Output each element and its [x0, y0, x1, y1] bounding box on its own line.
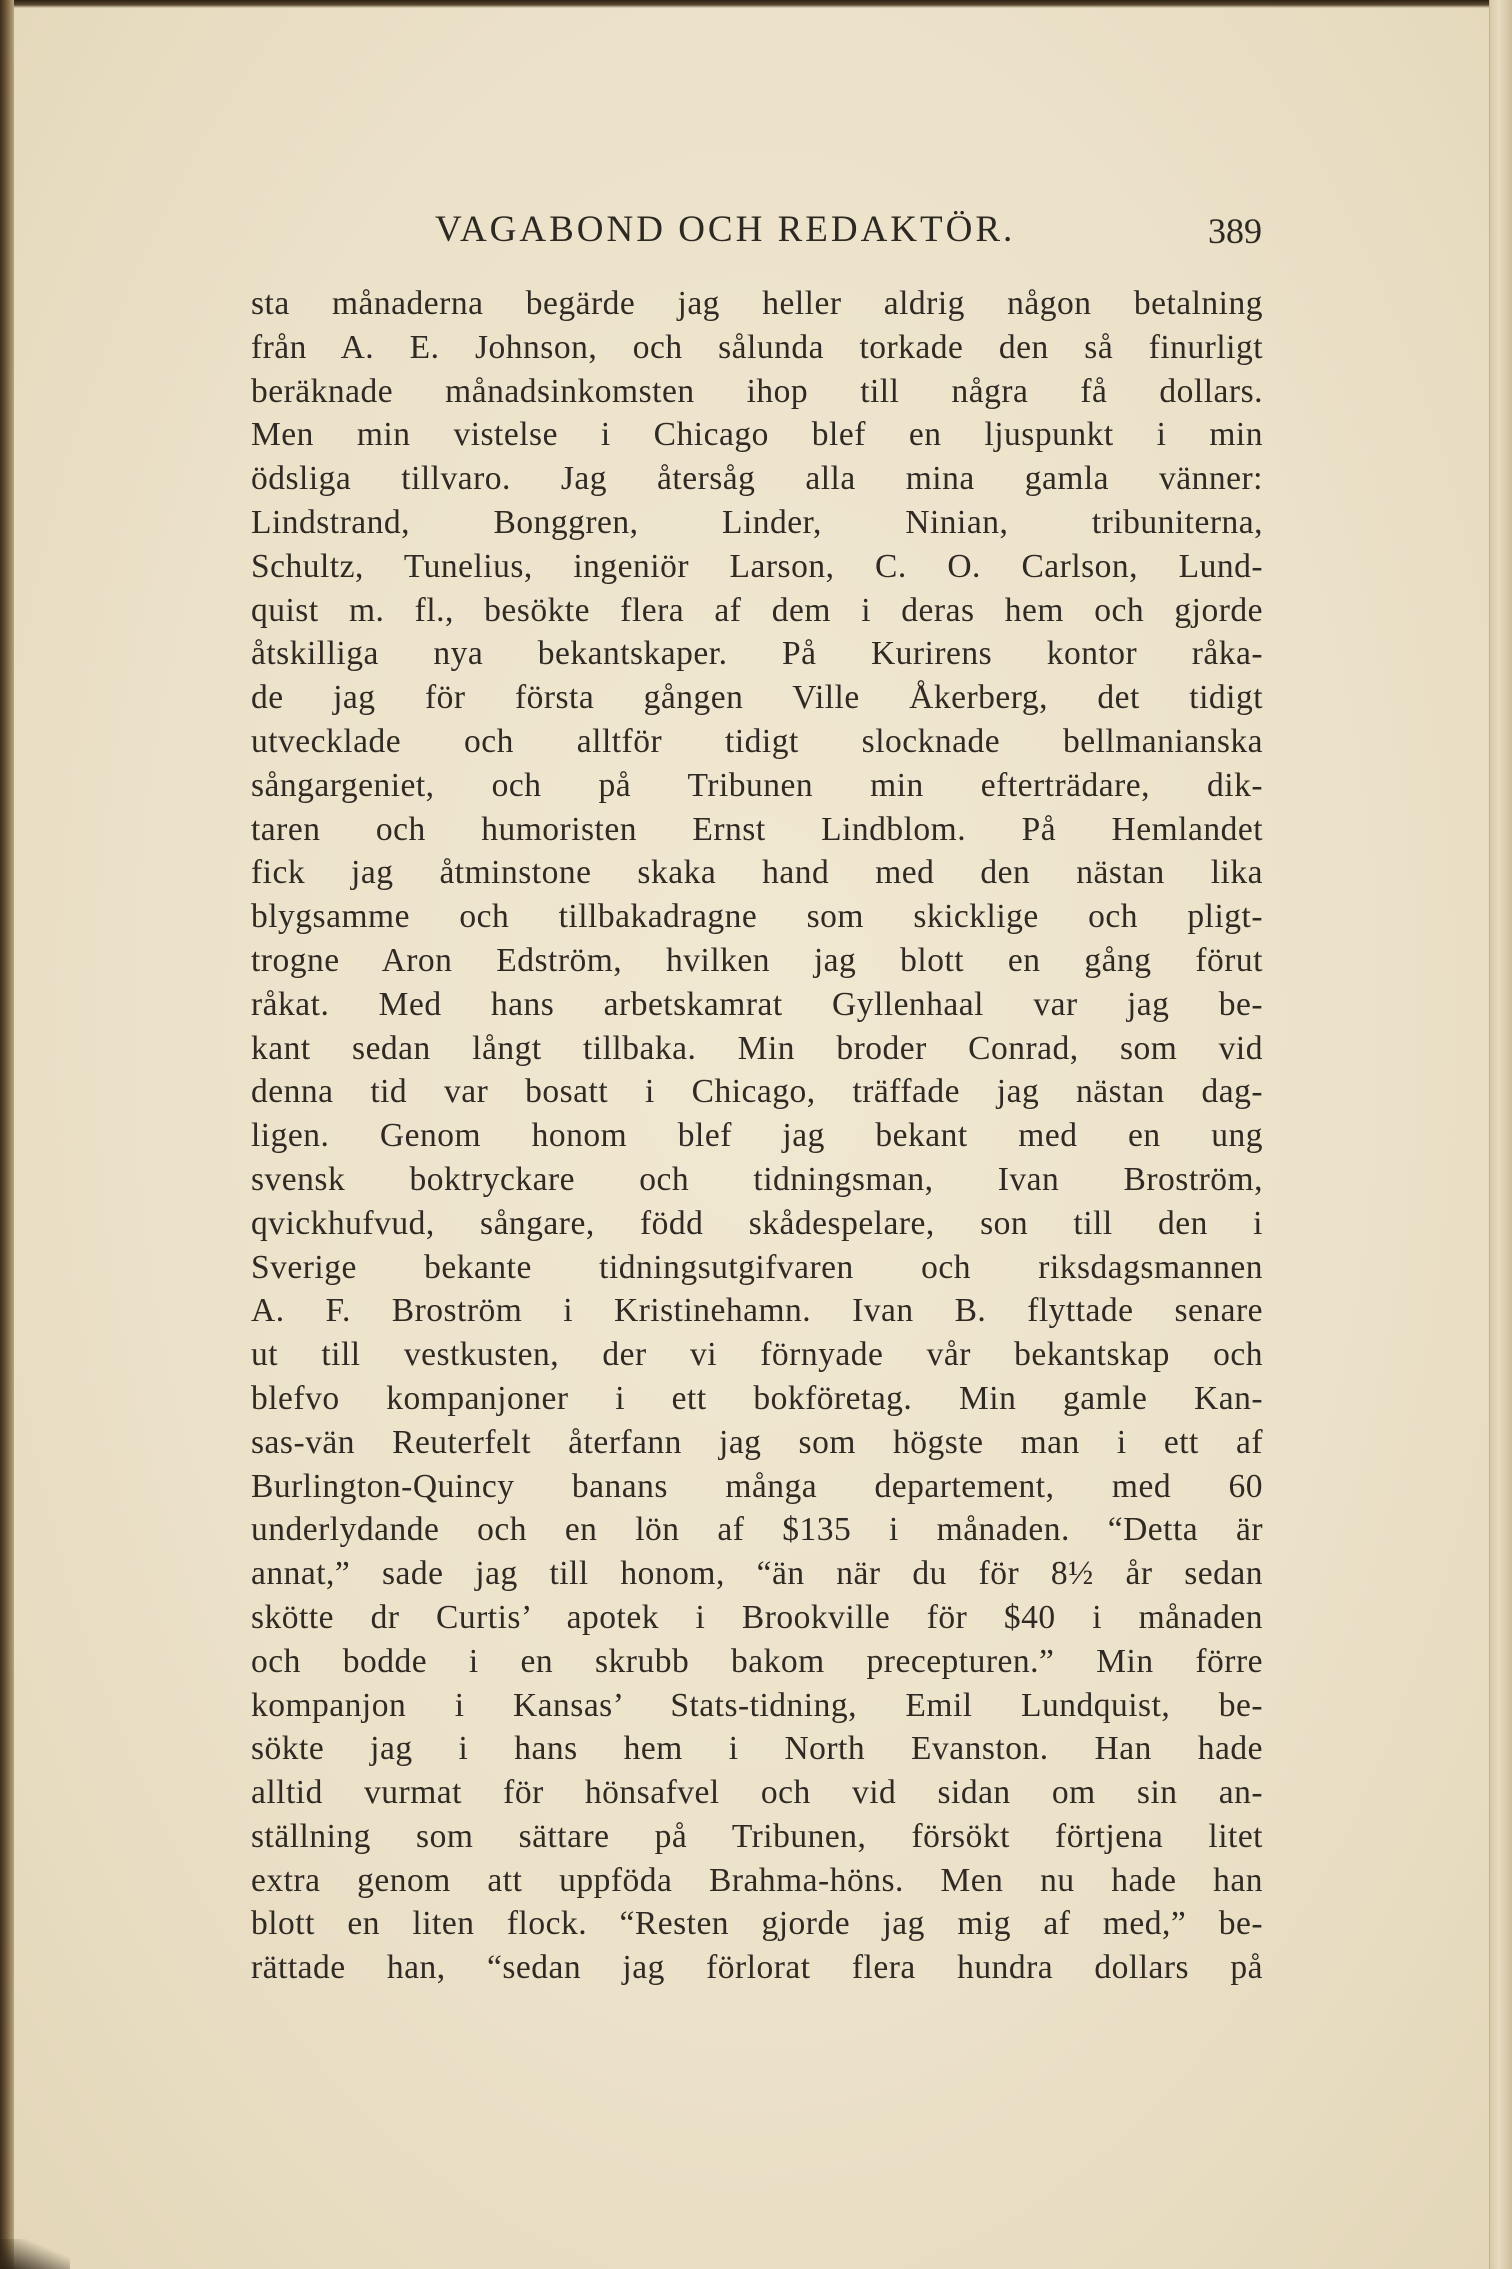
- text-line: rättade han, “sedan jag förlorat flera hundra dollars på: [251, 1949, 1263, 1987]
- text-line: annat,” sade jag till honom, “än när du för 8½ år sedan: [251, 1555, 1263, 1593]
- text-line: Lindstrand, Bonggren, Linder, Ninian, tribuniterna,: [251, 503, 1263, 541]
- text-line: qvickhufvud, sångare, född skådespelare, son till den i: [251, 1204, 1263, 1242]
- text-line: blott en liten flock. “Resten gjorde jag mig af med,” be-: [251, 1905, 1263, 1943]
- text-line: extra genom att uppföda Brahma-höns. Men nu hade han: [251, 1861, 1263, 1899]
- text-line: svensk boktryckare och tidningsman, Ivan Broström,: [251, 1160, 1263, 1198]
- text-line: quist m. fl., besökte flera af dem i deras hem och gjorde: [251, 591, 1263, 629]
- text-line: alltid vurmat för hönsafvel och vid sidan om sin an-: [251, 1774, 1263, 1812]
- text-line: utvecklade och alltför tidigt slocknade bellmanianska: [251, 722, 1263, 760]
- text-line: taren och humoristen Ernst Lindblom. På Hemlandet: [251, 810, 1263, 848]
- text-line: skötte dr Curtis’ apotek i Brookville för $40 i månaden: [251, 1598, 1263, 1636]
- text-line: ut till vestkusten, der vi förnyade vår bekantskap och: [251, 1336, 1263, 1374]
- text-line: sångargeniet, och på Tribunen min efterträdare, dik-: [251, 766, 1263, 804]
- text-line: råkat. Med hans arbetskamrat Gyllenhaal var jag be-: [251, 985, 1263, 1023]
- text-line: från A. E. Johnson, och sålunda torkade den så finurligt: [251, 328, 1263, 366]
- text-line: kant sedan långt tillbaka. Min broder Conrad, som vid: [251, 1029, 1263, 1067]
- text-line: de jag för första gången Ville Åkerberg, det tidigt: [251, 679, 1263, 717]
- text-line: ställning som sättare på Tribunen, försökt förtjena litet: [251, 1817, 1263, 1855]
- page-number: 389: [1208, 211, 1262, 251]
- running-title: VAGABOND OCH REDAKTÖR.: [435, 209, 1016, 250]
- text-line: åtskilliga nya bekantskaper. På Kurirens kontor råka-: [251, 635, 1263, 673]
- text-line: beräknade månadsinkomsten ihop till några få dollars.: [251, 372, 1263, 410]
- text-line: sas-vän Reuterfelt återfann jag som högste man i ett af: [251, 1423, 1263, 1461]
- page-header: [0, 0, 1512, 270]
- text-line: och bodde i en skrubb bakom precepturen.” Min förre: [251, 1642, 1263, 1680]
- text-line: blygsamme och tillbakadragne som skicklige och pligt-: [251, 898, 1263, 936]
- text-line: sta månaderna begärde jag heller aldrig någon betalning: [251, 285, 1263, 322]
- book-spine-shadow: [0, 0, 14, 2269]
- text-line: Burlington-Quincy banans många departement, med 60: [251, 1467, 1263, 1505]
- text-line: Men min vistelse i Chicago blef en ljuspunkt i min: [251, 416, 1263, 454]
- text-line: denna tid var bosatt i Chicago, träffade jag nästan dag-: [251, 1073, 1263, 1111]
- text-line: ödsliga tillvaro. Jag återsåg alla mina gamla vänner:: [251, 460, 1263, 498]
- page-corner-shadow: [0, 2239, 70, 2269]
- text-line: kompanjon i Kansas’ Stats-tidning, Emil Lundquist, be-: [251, 1686, 1263, 1724]
- text-line: ligen. Genom honom blef jag bekant med en ung: [251, 1117, 1263, 1155]
- text-line: blefvo kompanjoner i ett bokföretag. Min gamle Kan-: [251, 1379, 1263, 1417]
- text-line: trogne Aron Edström, hvilken jag blott en gång förut: [251, 941, 1263, 979]
- body-text: [251, 282, 1263, 1990]
- text-line: fick jag åtminstone skaka hand med den nästan lika: [251, 854, 1263, 892]
- text-line: A. F. Broström i Kristinehamn. Ivan B. flyttade senare: [251, 1292, 1263, 1330]
- text-line: sökte jag i hans hem i North Evanston. Han hade: [251, 1730, 1263, 1768]
- page-right-edge: [1489, 0, 1512, 2269]
- text-line: underlydande och en lön af $135 i månaden. “Detta är: [251, 1511, 1263, 1549]
- text-line: Schultz, Tunelius, ingeniör Larson, C. O. Carlson, Lund-: [251, 547, 1263, 585]
- text-line: Sverige bekante tidningsutgifvaren och riksdagsmannen: [251, 1248, 1263, 1286]
